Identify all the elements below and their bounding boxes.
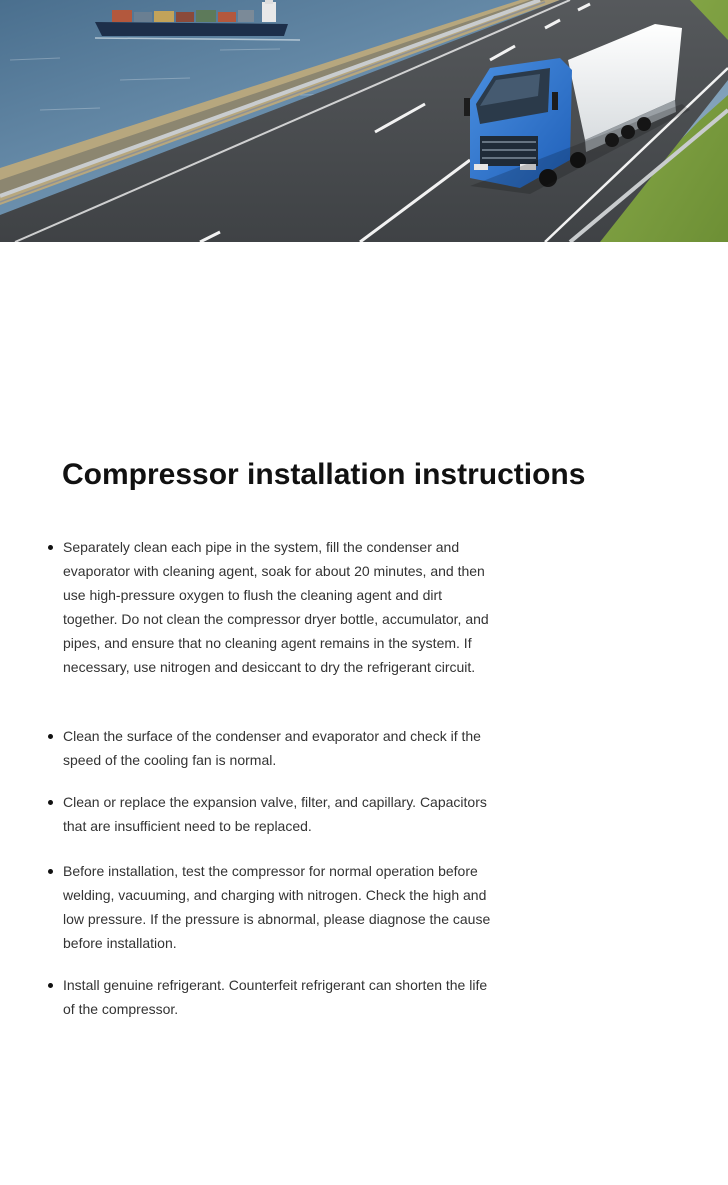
list-item	[63, 535, 495, 679]
list-item-text: Before installation, test the compressor for normal operation before welding, vacuuming, and charging with nitrogen. Check the high and low pressure. If the pressure is abnormal, please diagnose the cause before installation.	[63, 863, 491, 951]
list-item	[63, 724, 495, 772]
list-item-text: Clean the surface of the condenser and evaporator and check if the speed of the cooling fan is normal.	[63, 728, 481, 768]
bullet-icon	[48, 734, 53, 739]
bullet-icon	[48, 983, 53, 988]
hero-illustration	[0, 0, 728, 242]
list-item	[63, 790, 495, 838]
bullet-icon	[48, 545, 53, 550]
bullet-icon	[48, 800, 53, 805]
list-item-text: Install genuine refrigerant. Counterfeit refrigerant can shorten the life of the compressor.	[63, 977, 488, 1017]
list-item	[63, 859, 495, 955]
page-title: Compressor installation instructions	[62, 458, 586, 491]
list-item	[63, 973, 495, 1021]
bullet-icon	[48, 869, 53, 874]
hero-image	[0, 0, 728, 242]
list-item-text: Separately clean each pipe in the system, fill the condenser and evaporator with cleaning agent, soak for about 20 minutes, and then use high-pressure oxygen to flush the cleaning agent and dirt together. Do not clean the compressor dryer bottle, accumulator, and pipes, and ensure that no cleaning agent remains in the system. If necessary, use nitrogen and desiccant to dry the refrigerant circuit.	[63, 539, 489, 675]
list-item-text: Clean or replace the expansion valve, filter, and capillary. Capacitors that are insufficient need to be replaced.	[63, 794, 487, 834]
